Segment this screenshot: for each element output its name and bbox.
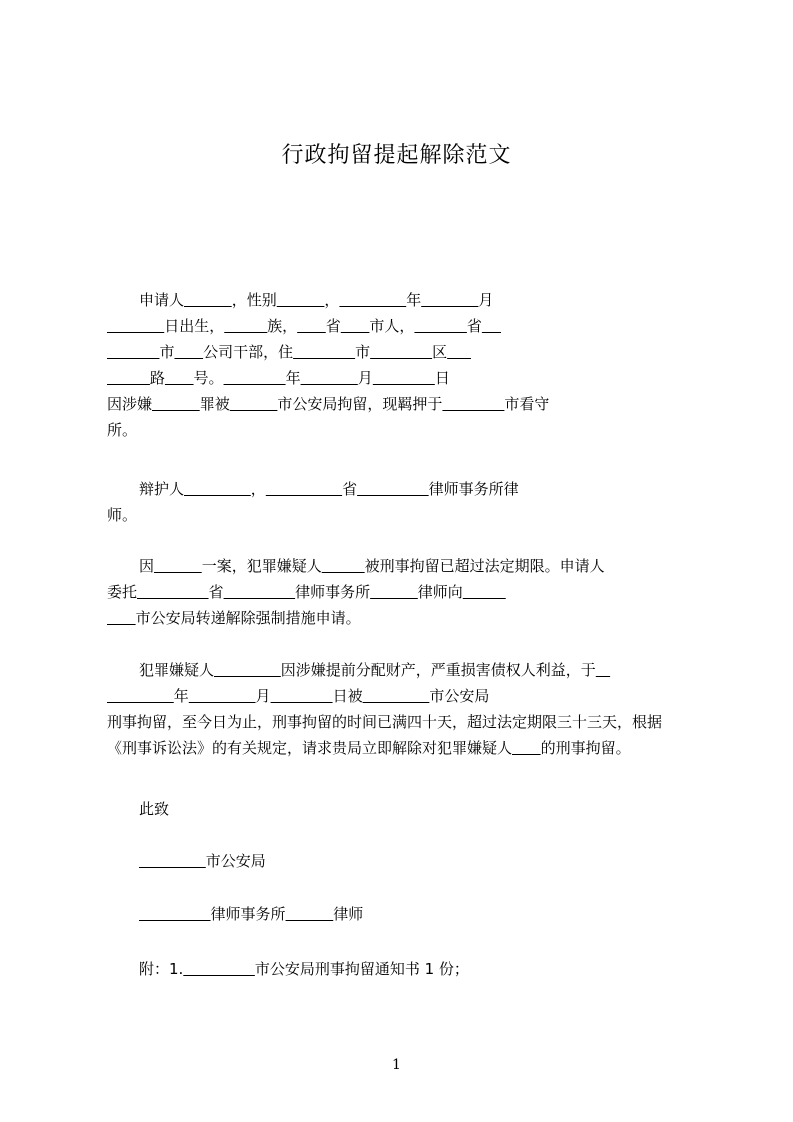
blank-field (463, 583, 506, 601)
blank-field (174, 343, 203, 361)
blank-field (357, 480, 429, 498)
text-line (107, 313, 699, 339)
recipient-firm (107, 901, 699, 927)
text-fragment: 号。 (193, 369, 224, 387)
text-fragment: 月 (255, 687, 271, 705)
blank-field (293, 343, 355, 361)
text-line (107, 553, 699, 579)
blank-field (107, 687, 174, 705)
text-fragment: 市 (159, 343, 175, 361)
reason-paragraph (107, 657, 699, 761)
defender-paragraph (107, 476, 699, 528)
text-line (107, 391, 699, 417)
text-line (107, 417, 699, 443)
text-fragment: 省 (342, 480, 358, 498)
text-line (107, 365, 699, 391)
text-line (107, 502, 699, 528)
blank-field (214, 661, 281, 679)
text-fragment: 师。 (107, 506, 138, 524)
text-fragment: 刑事拘留，至今日为止，刑事拘留的时间已满四十天，超过法定期限三十三天，根据 (107, 713, 663, 731)
text-fragment: 律师 (333, 905, 364, 923)
text-fragment: 年 (285, 369, 301, 387)
request-paragraph (107, 553, 699, 631)
salutation-text: 此致 (139, 800, 170, 818)
recipient-bureau-text: 市公安局 (205, 852, 266, 870)
applicant-paragraph (107, 287, 699, 443)
blank-field (442, 395, 504, 413)
text-fragment: 日 (434, 369, 450, 387)
blank-field (184, 480, 251, 498)
text-fragment: 所。 (107, 421, 138, 439)
text-fragment: 被刑事拘留已超过法定期限。申请人 (364, 557, 605, 575)
text-fragment: 省 (466, 317, 482, 335)
text-fragment: 市看守 (504, 395, 550, 413)
text-fragment: 律师事务所 (210, 905, 286, 923)
text-fragment: 省 (325, 317, 341, 335)
blank-field (370, 583, 418, 601)
text-line (107, 605, 699, 631)
text-fragment: 律师事务所 (295, 583, 371, 601)
blank-field (286, 905, 334, 923)
text-fragment: 日被 (332, 687, 363, 705)
text-fragment: 附：1. (139, 960, 184, 978)
blank-field (107, 609, 136, 627)
blank-field (301, 369, 358, 387)
page-number: 1 (392, 1057, 401, 1073)
text-fragment: 律师向 (417, 583, 463, 601)
text-fragment: 市公安局刑事拘留通知书 1 份； (254, 960, 469, 978)
text-fragment: 申请人 (139, 291, 185, 309)
text-line (107, 735, 699, 761)
text-fragment: 的刑事拘留。 (540, 739, 631, 757)
text-line (107, 579, 699, 605)
blank-field (184, 291, 232, 309)
text-fragment: 犯罪嫌疑人 (139, 661, 215, 679)
blank-field (230, 395, 278, 413)
text-fragment: 一案，犯罪嫌疑人 (201, 557, 322, 575)
text-fragment: 年 (173, 687, 189, 705)
attachment-line (107, 956, 699, 982)
blank-field (189, 687, 256, 705)
text-fragment: ，性别 (231, 291, 277, 309)
blank-field (107, 317, 164, 335)
blank-field (341, 317, 370, 335)
text-fragment: 委托 (107, 583, 138, 601)
text-fragment: 市公安局 (429, 687, 490, 705)
text-fragment: 辩护人 (139, 480, 185, 498)
blank-field (183, 960, 255, 978)
text-line (107, 683, 699, 709)
blank-field (154, 557, 202, 575)
text-fragment: 族， (267, 317, 298, 335)
recipient-bureau (107, 848, 699, 874)
text-line (107, 476, 699, 502)
text-fragment: 路 (149, 369, 165, 387)
text-fragment: 因涉嫌提前分配财产，严重损害债权人利益，于 (280, 661, 596, 679)
document-title: 行政拘留提起解除范文 (281, 143, 512, 168)
text-fragment: 区 (432, 343, 448, 361)
blank-field (224, 583, 296, 601)
text-fragment: 年 (406, 291, 422, 309)
blank-field (271, 687, 333, 705)
blank-field (139, 852, 206, 870)
text-line (107, 339, 699, 365)
blank-field (373, 369, 435, 387)
text-fragment: 律师事务所律 (428, 480, 519, 498)
text-fragment: 因 (139, 557, 155, 575)
text-fragment: 省 (208, 583, 224, 601)
blank-field (224, 369, 286, 387)
blank-field (139, 905, 211, 923)
text-fragment: 因涉嫌 (107, 395, 153, 413)
text-fragment: 罪被 (199, 395, 230, 413)
blank-field (370, 343, 432, 361)
salutation (107, 796, 699, 822)
text-line (107, 287, 699, 313)
blank-field (596, 661, 610, 679)
blank-field (363, 687, 430, 705)
text-fragment: 市人， (369, 317, 415, 335)
blank-field (277, 291, 325, 309)
text-fragment: 市公安局拘留，现羁押于 (277, 395, 443, 413)
blank-field (482, 317, 501, 335)
blank-field (107, 369, 150, 387)
blank-field (107, 343, 159, 361)
blank-field (266, 480, 342, 498)
text-line (107, 709, 699, 735)
blank-field (322, 557, 365, 575)
blank-field (137, 583, 209, 601)
text-fragment: 公司干部，住 (203, 343, 294, 361)
text-line (107, 657, 699, 683)
text-fragment: 市 (355, 343, 371, 361)
text-fragment: 市公安局转递解除强制措施申请。 (135, 609, 361, 627)
text-fragment: 《刑事诉讼法》的有关规定，请求贵局立即解除对犯罪嫌疑人 (107, 739, 513, 757)
blank-field (512, 739, 541, 757)
blank-field (224, 317, 267, 335)
blank-field (297, 317, 326, 335)
blank-field (339, 291, 406, 309)
text-fragment: ， (250, 480, 266, 498)
text-fragment: 月 (478, 291, 494, 309)
text-fragment: 月 (357, 369, 373, 387)
text-fragment: 日出生， (164, 317, 225, 335)
text-fragment: ， (324, 291, 340, 309)
blank-field (414, 317, 466, 335)
blank-field (152, 395, 200, 413)
blank-field (421, 291, 478, 309)
blank-field (165, 369, 194, 387)
blank-field (447, 343, 471, 361)
